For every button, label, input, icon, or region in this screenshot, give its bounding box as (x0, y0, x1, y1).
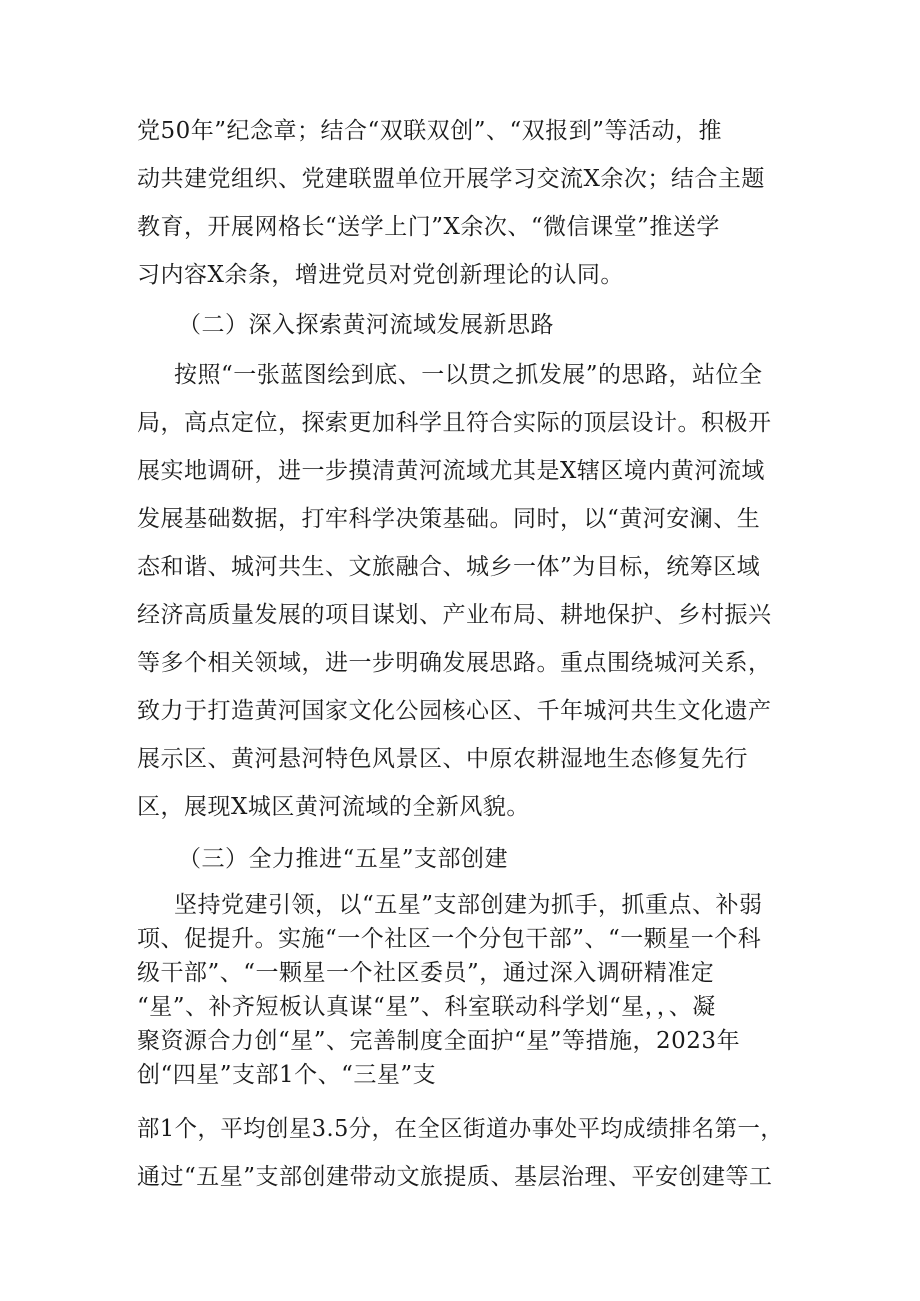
text-line: 区，展现X城区黄河流域的全新风貌。 (137, 794, 530, 820)
text-line: 党50年”纪念章；结合“双联双创”、“双报到”等活动，推 (137, 118, 723, 144)
text-line: 动共建党组织、党建联盟单位开展学习交流X余次；结合主题 (137, 166, 765, 192)
text-line: 局，高点定位，探索更加科学且符合实际的顶层设计。积极开 (137, 410, 772, 436)
text-line: 致力于打造黄河国家文化公园核心区、千年城河共生文化遗产 (137, 698, 772, 724)
text-line: 聚资源合力创“星”、完善制度全面护“星”等措施，2023年 (137, 1028, 741, 1054)
section-heading: （三）全力推进“五星”支部创建 (178, 846, 509, 872)
text-line: “星”、补齐短板认真谋“星”、科室联动科学划“星，，、凝 (137, 994, 716, 1020)
text-line: 态和谐、城河共生、文旅融合、城乡一体”为目标，统筹区域 (137, 554, 761, 580)
text-line: 级干部”、“一颗星一个社区委员”，通过深入调研精准定 (137, 960, 715, 986)
text-line: 按照“一张蓝图绘到底、一以贯之抓发展”的思路，站位全 (174, 362, 763, 388)
text-line: 部1个，平均创星3.5分，在全区街道办事处平均成绩排名第一， (137, 1116, 784, 1142)
text-line: 等多个相关领域，进一步明确发展思路。重点围绕城河关系， (137, 650, 772, 676)
text-line: 坚持党建引领，以“五星”支部创建为抓手，抓重点、补弱 (174, 892, 763, 918)
text-line: 习内容X余条，增进党员对党创新理论的认同。 (137, 262, 624, 288)
text-line: 项、促提升。实施“一个社区一个分包干部”、“一颗星一个科 (137, 926, 762, 952)
text-line: 发展基础数据，打牢科学决策基础。同时，以“黄河安澜、生 (137, 506, 761, 532)
text-line: 教育，开展网格长“送学上门”X余次、“微信课堂”推送学 (137, 214, 720, 240)
text-line: 展实地调研，进一步摸清黄河流域尤其是X辖区境内黄河流域 (137, 458, 765, 484)
text-line: 展示区、黄河悬河特色风景区、中原农耕湿地生态修复先行 (137, 746, 748, 772)
text-line: 创“四星”支部1个、“三星”支 (137, 1062, 437, 1088)
section-heading: （二）深入探索黄河流域发展新思路 (178, 312, 554, 338)
text-line: 经济高质量发展的项目谋划、产业布局、耕地保护、乡村振兴 (137, 602, 772, 628)
text-line: 通过“五星”支部创建带动文旅提质、基层治理、平安创建等工 (137, 1164, 773, 1190)
